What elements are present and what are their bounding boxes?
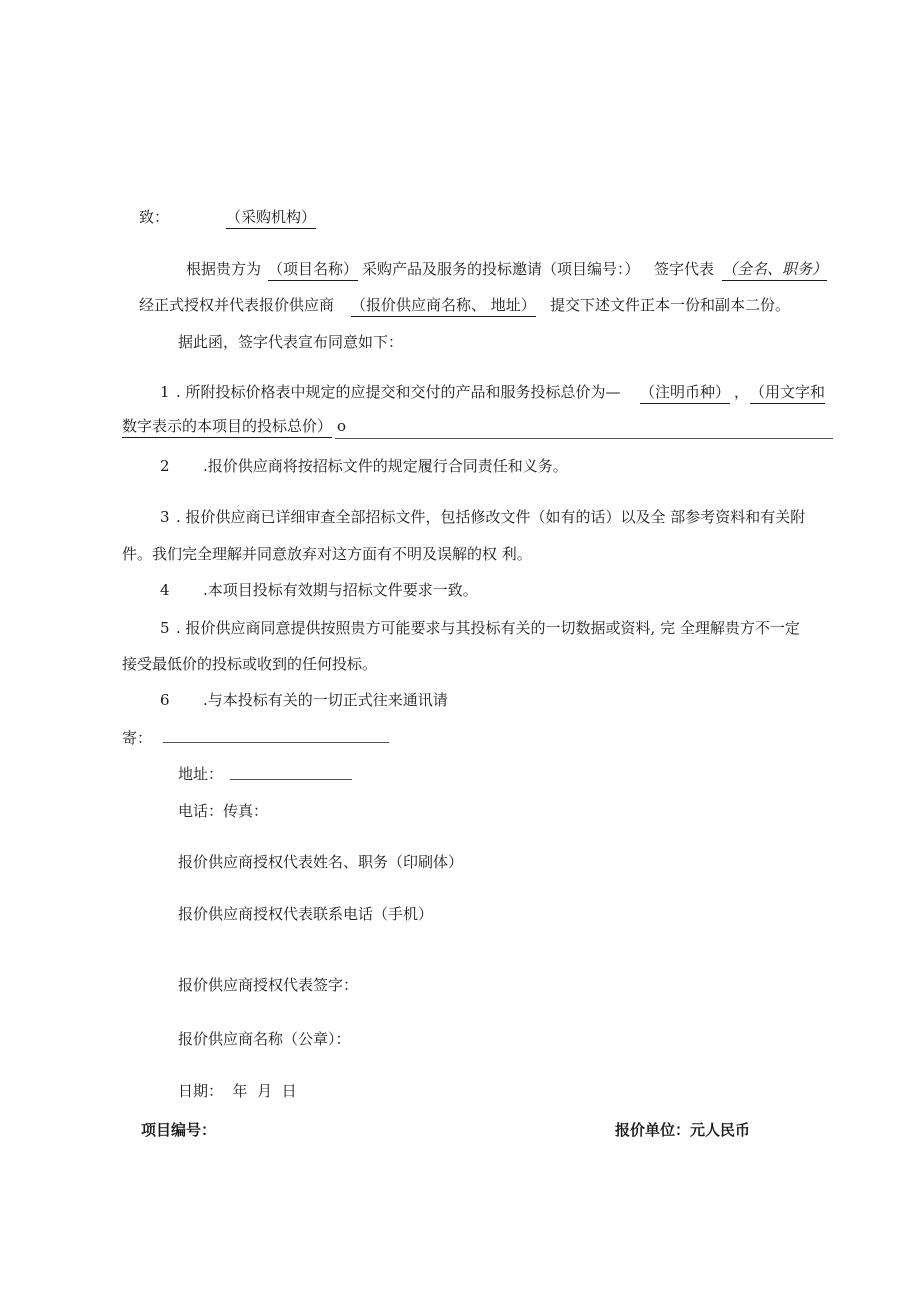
rep-phone-label: 报价供应商授权代表联系电话（手机）	[178, 905, 434, 923]
date-label: 日期： 年 月 日	[178, 1082, 297, 1100]
price-unit-label: 报价单位：元人民币	[615, 1121, 751, 1139]
phone-fax-label: 电话：传真：	[178, 802, 269, 820]
item2-text: .报价供应商将按招标文件的规定履行合同责任和义务。	[203, 457, 568, 475]
amount-field-part1: （用文字和	[750, 382, 825, 404]
declaration-intro: 据此函，签字代表宣布同意如下：	[178, 333, 404, 351]
project-name-field: （项目名称）	[268, 259, 358, 281]
procurement-agency-field: （采购机构）	[226, 207, 316, 229]
supplier-field: （报价供应商名称、 地址）	[351, 295, 536, 317]
item5-line1: . 报价供应商同意提供按照贵方可能要求与其投标有关的一切数据或资料, 完 全理解贵方不一定	[176, 619, 800, 637]
item1-number: 1	[160, 383, 170, 401]
item3-line2: 件。我们完全理解并同意放弃对这方面有不明及误解的权 利。	[122, 545, 532, 563]
item5-line2: 接受最低价的投标或收到的任何投标。	[122, 655, 378, 673]
item1-text: . 所附投标价格表中规定的应提交和交付的产品和服务投标总价为—	[176, 383, 621, 401]
para1-text-b: 采购产品及服务的投标邀请（项目编号：）	[362, 260, 640, 278]
rep-signature-label: 报价供应商授权代表签字：	[178, 976, 359, 994]
para1-text-c: 签字代表	[654, 260, 715, 278]
currency-field: （注明币种）	[640, 382, 730, 404]
item5-number: 5	[160, 619, 170, 637]
para1-text-e: 提交下述文件正本一份和副本二份。	[550, 296, 791, 314]
item4-text: .本项目投标有效期与招标文件要求一致。	[203, 581, 478, 599]
address-label: 地址：	[178, 765, 224, 783]
signer-field: （全名、职务）	[722, 259, 827, 281]
amount-field-part2: 数字表示的本项目的投标总价）	[122, 416, 332, 438]
rep-name-label: 报价供应商授权代表姓名、职务（印刷体）	[178, 853, 464, 871]
amount-field-line	[335, 438, 833, 439]
para1-text-a: 根据贵方为	[186, 260, 262, 278]
para1-text-d: 经正式授权并代表报价供应商	[139, 296, 335, 314]
item3-number: 3	[160, 508, 170, 526]
item3-line1: . 报价供应商已详细审查全部招标文件，包括修改文件（如有的话）以及全 部参考资料和有关附	[176, 508, 806, 526]
item6-number: 6	[160, 691, 170, 709]
item1-comma: ，	[734, 383, 750, 401]
item1-tail: o	[337, 417, 347, 435]
item6-text: .与本投标有关的一切正式往来通讯请	[203, 691, 448, 709]
address-blank	[230, 779, 352, 780]
item2-number: 2	[160, 457, 170, 475]
supplier-seal-label: 报价供应商名称（公章）：	[178, 1030, 351, 1048]
mail-to-blank	[163, 742, 389, 743]
recipient-label: 致：	[139, 208, 170, 226]
mail-to-label: 寄：	[122, 729, 153, 747]
project-number-label: 项目编号：	[141, 1121, 217, 1139]
item4-number: 4	[160, 581, 170, 599]
